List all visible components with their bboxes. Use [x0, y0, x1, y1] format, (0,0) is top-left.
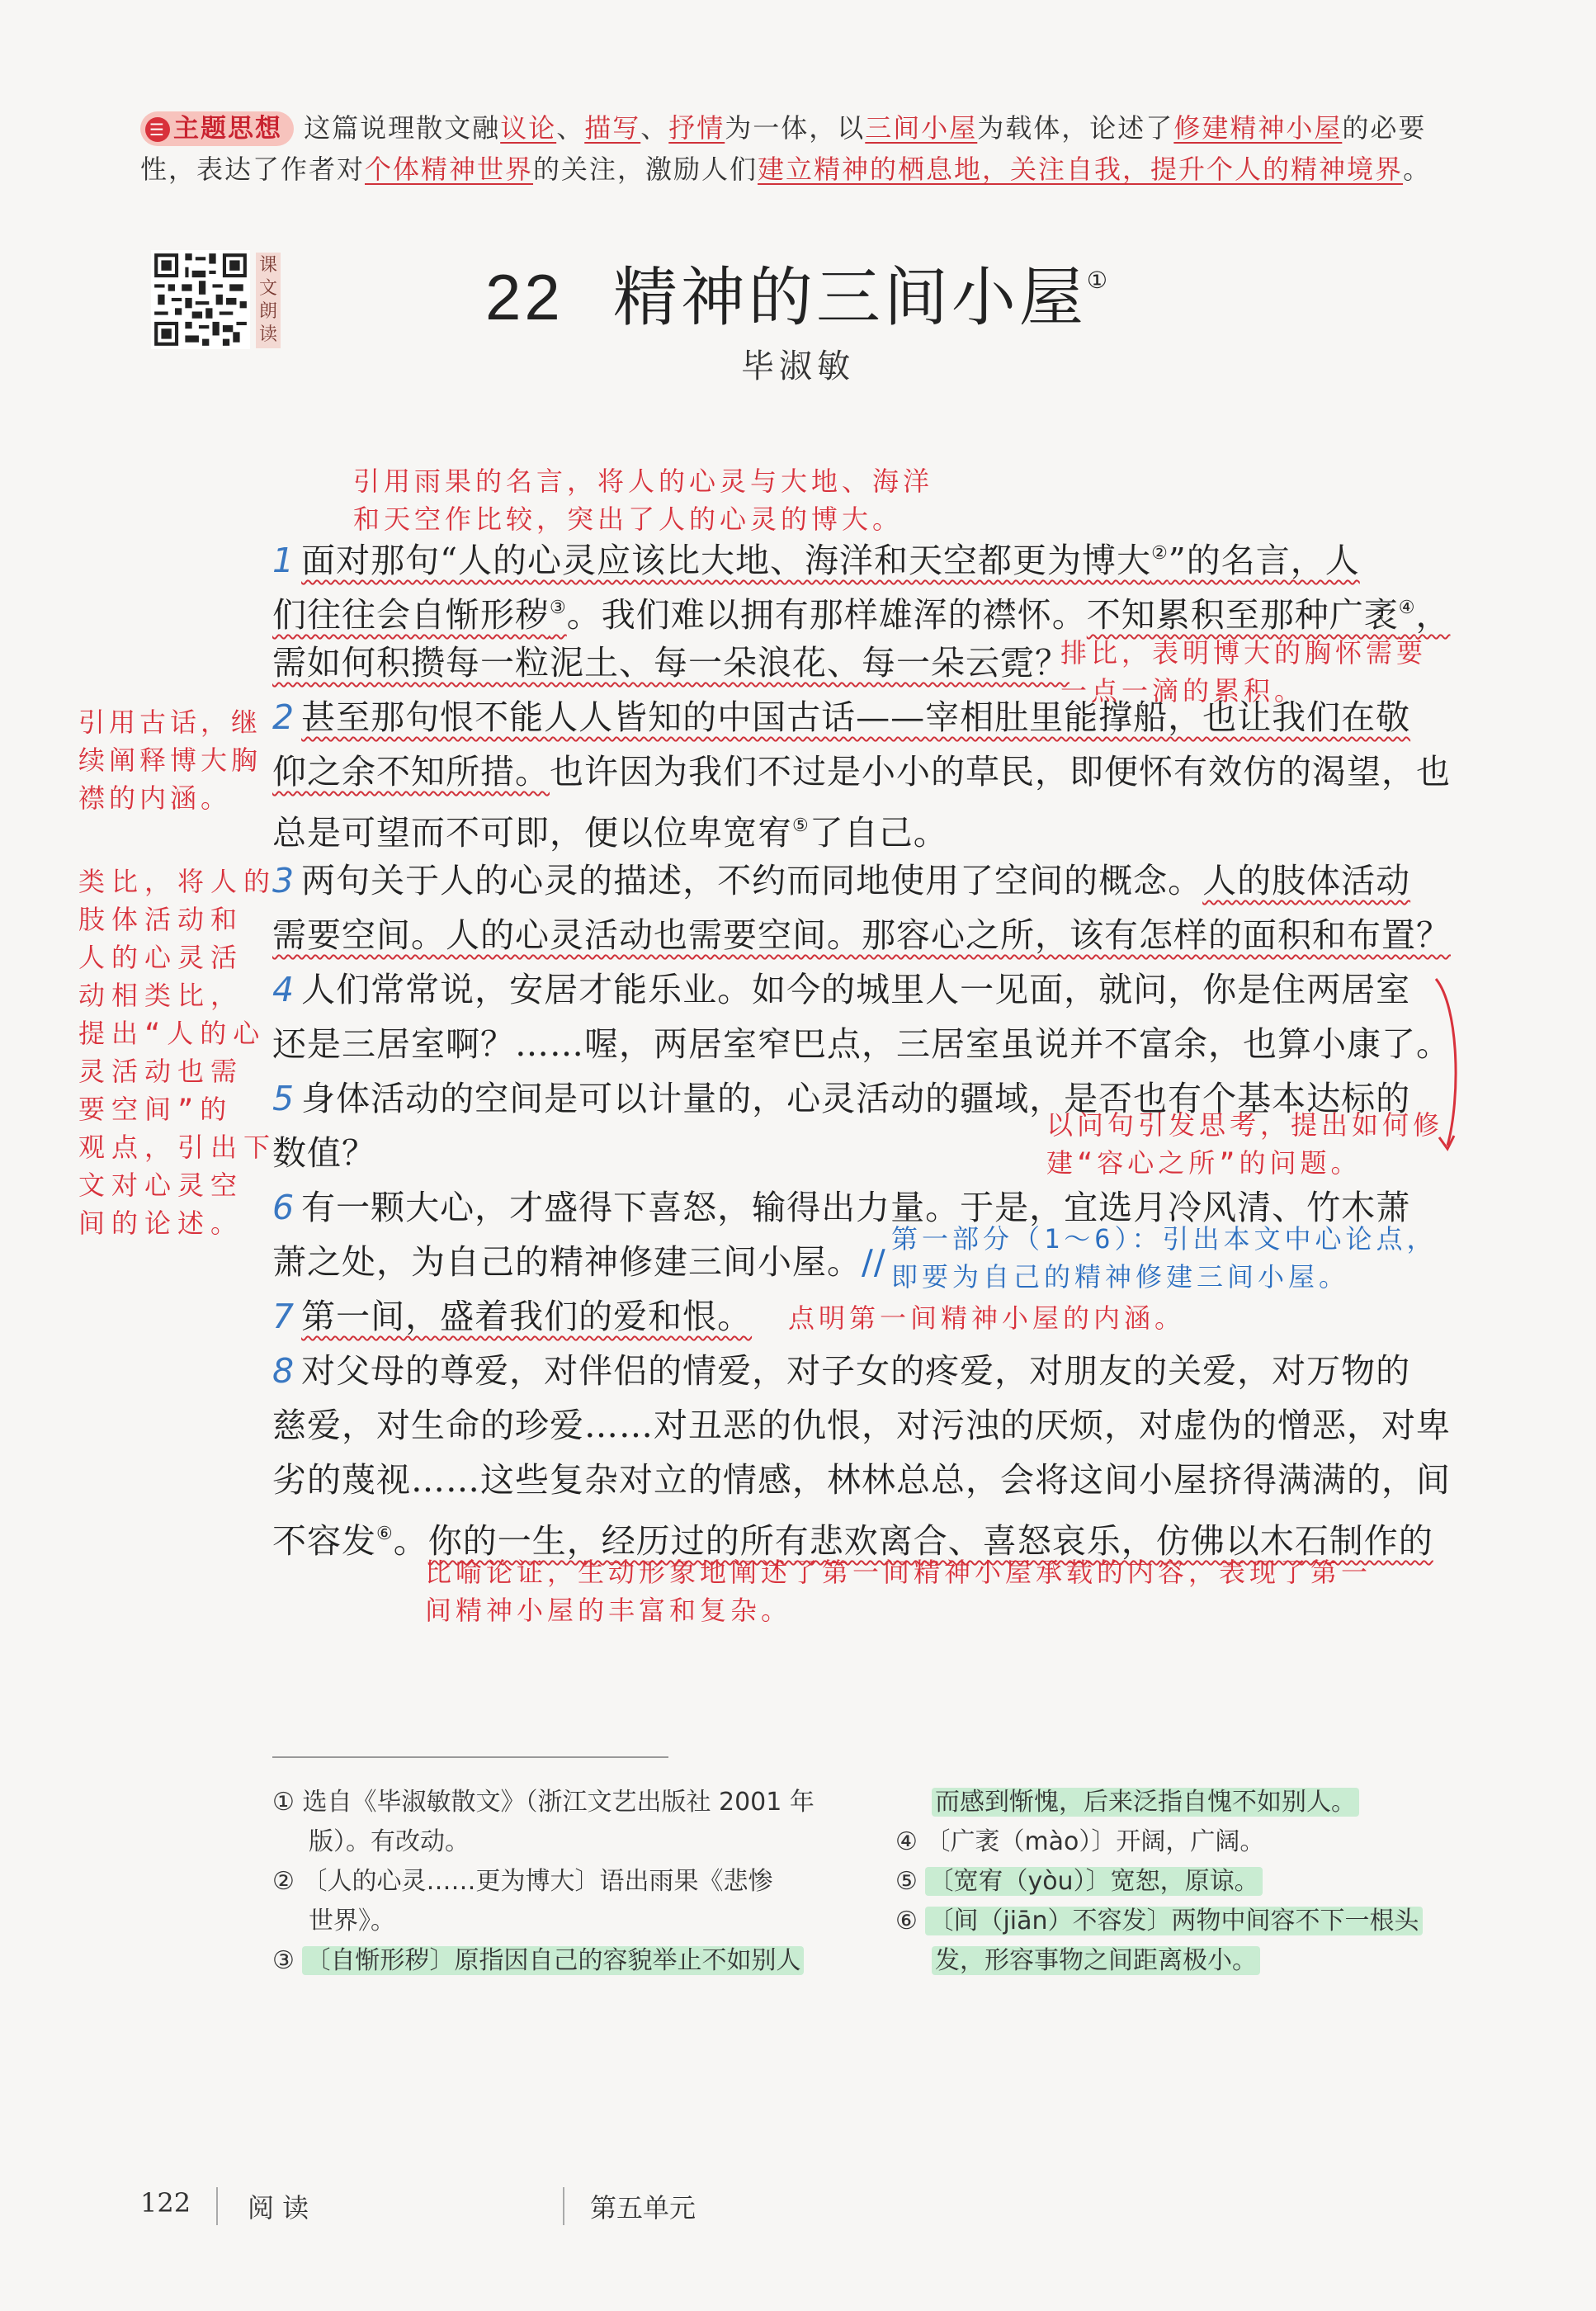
paragraph-number: 5 — [272, 1079, 295, 1118]
text: 总是可望而不可即，便以位卑宽宥 — [272, 813, 792, 853]
theme-keyword: 建立精神的栖息地，关注自我，提升个人的精神境界 — [758, 154, 1404, 185]
annotation-line: 间精神小屋的丰富和复杂。 — [425, 1595, 792, 1626]
text: 。我们难以拥有那样雄浑的襟怀。 — [566, 595, 1087, 635]
theme-keyword: 个体精神世界 — [365, 154, 534, 185]
theme-text: 为载体，论述了 — [977, 112, 1174, 144]
label-char: 读 — [258, 324, 277, 345]
paragraph-line — [272, 1126, 376, 1180]
annotation-line: 灵活动也需 — [78, 1056, 244, 1087]
label-char: 文 — [258, 278, 277, 299]
footnote-mark: ⑥ — [376, 1524, 394, 1544]
annotation-line: 一点一滴的累积。 — [1060, 675, 1306, 707]
footnote-number: ③ — [272, 1946, 295, 1975]
theme-text: 的必要性，表达了作者对 — [140, 112, 1427, 185]
text: 面对那句“人的心灵应该比大地、海洋和天空都更为博大 — [301, 541, 1152, 580]
text: 还是三居室啊？……喔，两居室窄巴点，三居室虽说并不富余，也算小康了。 — [272, 1024, 1451, 1064]
label-char: 课 — [258, 255, 277, 276]
annotation-line: 即要为自己的精神修建三间小屋。 — [891, 1261, 1350, 1293]
footnote-mark: ⑤ — [792, 815, 810, 836]
paragraph-number: 1 — [272, 541, 295, 580]
note-icon: ☰ — [145, 117, 170, 142]
text: 需如何积攒每一粒泥土、每一朵浪花、每一朵云霓？ — [272, 643, 1070, 683]
text: 需要空间。人的心灵活动也需要空间。那容心之所，该有怎样的面积和布置？ — [272, 915, 1451, 955]
paragraph-line — [272, 908, 1451, 962]
text: 仰之余不知所措。 — [272, 752, 550, 792]
footnote-number: ⑤ — [895, 1867, 918, 1896]
annotation-analogy — [78, 862, 276, 1242]
footnote-text: 〔广袤（mào）〕开阔，广阔。 — [925, 1827, 1265, 1856]
paragraph-number: 2 — [272, 697, 295, 737]
paragraph-line — [272, 962, 1410, 1017]
footnote-mark: ④ — [1398, 598, 1416, 618]
footnote-number: ④ — [895, 1827, 918, 1856]
footnote-6 — [895, 1902, 1490, 1981]
annotation-line: 引用古话，继 — [78, 707, 262, 738]
footnote-text: 世界》。 — [309, 1907, 395, 1935]
label-char: 朗 — [258, 301, 277, 322]
paragraph-number: 4 — [272, 970, 295, 1009]
theme-keyword: 修建精神小屋 — [1173, 112, 1343, 144]
footnote-5 — [895, 1862, 1473, 1902]
annotation-line: 排比，表明博大的胸怀需要 — [1060, 637, 1428, 669]
theme-keyword: 描写 — [584, 112, 641, 144]
lesson-title-text: 精神的三间小屋 — [612, 261, 1087, 335]
theme-badge — [140, 111, 294, 146]
text: 不知累积至那种广袤 — [1086, 595, 1399, 635]
footnote-3-continued — [895, 1783, 1473, 1822]
annotation-line: 以问句引发思考，提出如何修 — [1046, 1109, 1444, 1141]
footnote-text: 〔间（jiān）不容发〕两物中间容不下一根头 — [925, 1907, 1422, 1935]
paragraph-line — [272, 636, 1070, 690]
annotation-line: 观点，引出下 — [78, 1132, 277, 1163]
text: 劣的蔑视……这些复杂对立的情感，林林总总，会将这间小屋挤得满满的，间 — [272, 1460, 1451, 1500]
footnote-text: 发，形容事物之间距离极小。 — [932, 1946, 1260, 1975]
annotation-line: 肢体活动和 — [78, 904, 244, 935]
footnote-text: 版）。有改动。 — [309, 1827, 470, 1856]
footnote-mark: ③ — [550, 598, 567, 618]
annotation-line: 续阐释博大胸 — [78, 744, 262, 776]
footnote-1 — [272, 1783, 850, 1862]
footnote-4 — [895, 1822, 1473, 1862]
paragraph-line — [272, 1235, 886, 1289]
theme-text: 这篇说理散文融 — [304, 112, 501, 144]
paragraph-line — [272, 527, 1360, 588]
footnote-text: 〔自惭形秽〕原指因自己的容貌举止不如别人 — [302, 1946, 804, 1975]
theme-text: 。 — [1403, 154, 1432, 185]
paragraph-number: 8 — [272, 1351, 295, 1391]
annotation-line: 建“容心之所”的问题。 — [1046, 1147, 1362, 1179]
paragraph-line — [272, 1017, 1451, 1071]
footnote-text: 〔宽宥（yòu）〕宽恕，原谅。 — [925, 1867, 1262, 1896]
text: 慈爱，对生命的珍爱……对丑恶的仇恨，对污浊的厌烦，对虚伪的憎恶，对卑 — [272, 1406, 1451, 1445]
footer-section: 阅 读 — [248, 2192, 309, 2224]
annotation-line: 襟的内涵。 — [78, 782, 232, 814]
paragraph-line — [272, 744, 1451, 799]
footnote-2 — [272, 1862, 850, 1941]
annotation-question — [1046, 1106, 1443, 1182]
text: 你的一生，经历过的所有悲欢离合、喜怒哀乐，仿佛以木石制作的 — [427, 1521, 1433, 1561]
title-footnote-mark: ① — [1086, 267, 1111, 294]
annotation-first-room: 点明第一间精神小屋的内涵。 — [788, 1302, 1186, 1334]
footnote-number: ① — [272, 1788, 295, 1817]
theme-text: 的关注，激励人们 — [533, 154, 758, 185]
text: 两句关于人的心灵的描述，不约而同地使用了空间的概念。 — [301, 861, 1203, 900]
text: 甚至那句恨不能人人皆知的中国古话——宰相肚里能撑船，也让我们在敬 — [301, 697, 1411, 737]
annotation-proverb — [78, 703, 262, 817]
text: 对父母的尊爱，对伴侣的情爱，对子女的疼爱，对朋友的关爱，对万物的 — [301, 1351, 1411, 1391]
footer-unit: 第五单元 — [590, 2192, 696, 2224]
page-number: 122 — [140, 2187, 191, 2219]
theme-text: 、 — [556, 112, 585, 144]
footnote-text: 选自《毕淑敏散文》（浙江文艺出版社 2001 年 — [302, 1788, 815, 1817]
footnote-text: 而感到惭愧，后来泛指自愧不如别人。 — [932, 1788, 1359, 1817]
theme-keyword: 三间小屋 — [865, 112, 978, 144]
paragraph-line — [272, 1453, 1451, 1507]
footnote-number: ⑥ — [895, 1907, 918, 1935]
text: 不容发 — [272, 1521, 376, 1561]
paragraph-line — [272, 690, 1410, 744]
annotation-line: 提出“人的心 — [78, 1018, 267, 1049]
text: 人的肢体活动 — [1202, 861, 1411, 900]
annotation-line: 文对心灵空 — [78, 1170, 244, 1201]
annotation-line: 和天空作比较，突出了人的心灵的博大。 — [353, 503, 904, 535]
text: 有一颗大心，才盛得下喜怒，输得出力量。于是，宜选月冷风清、竹木萧 — [301, 1188, 1411, 1227]
theme-keyword: 抒情 — [668, 112, 725, 144]
text: 萧之处，为自己的精神修建三间小屋。 — [272, 1242, 862, 1282]
paragraph-line — [272, 1398, 1451, 1453]
text: 数值？ — [272, 1133, 376, 1173]
section-break-mark: // — [862, 1242, 886, 1282]
text: 了自己。 — [809, 813, 948, 853]
annotation-line: 动相类比， — [78, 980, 244, 1011]
annotation-line: 类比，将人的 — [78, 866, 277, 897]
text: ， — [1415, 595, 1451, 635]
theme-badge-label: 主题思想 — [173, 114, 282, 144]
annotation-metaphor — [425, 1553, 1372, 1629]
footnote-divider — [272, 1756, 668, 1758]
paragraph-number: 3 — [272, 861, 295, 900]
text: 们往往会自惭形秽 — [272, 595, 550, 635]
author: 毕淑敏 — [741, 347, 855, 385]
paragraph-line — [272, 1289, 752, 1344]
text: ”的名言，人 — [1168, 541, 1360, 580]
footer-divider — [216, 2187, 218, 2225]
theme-summary — [140, 107, 1461, 190]
text: 也许因为我们不过是小小的草民，即便怀有效仿的渴望，也 — [550, 752, 1451, 792]
footnote-number: ② — [272, 1867, 295, 1896]
paragraph-line — [272, 1344, 1410, 1398]
footnote-3 — [272, 1941, 866, 1981]
text: 身体活动的空间是可以计量的，心灵活动的疆域，是否也有个基本达标的 — [301, 1079, 1411, 1118]
footnote-text: 〔人的心灵……更为博大〕语出雨果《悲惨 — [302, 1867, 773, 1896]
annotation-line: 间的论述。 — [78, 1207, 244, 1239]
lesson-title — [0, 246, 1596, 338]
footer-divider — [563, 2187, 564, 2225]
paragraph-number: 7 — [272, 1297, 295, 1336]
lesson-number: 22 — [485, 261, 564, 333]
theme-text: 、 — [640, 112, 669, 144]
theme-keyword: 议论 — [500, 112, 557, 144]
text: 。 — [393, 1521, 428, 1561]
annotation-section-summary — [891, 1220, 1438, 1296]
annotation-line: 人的心灵活 — [78, 942, 244, 973]
footnote-mark: ② — [1151, 543, 1169, 564]
annotation-line: 要空间”的 — [78, 1094, 234, 1125]
paragraph-line — [272, 799, 948, 860]
paragraph-line — [272, 581, 1450, 642]
text: 人们常常说，安居才能乐业。如今的城里人一见面，就问，你是住两居室 — [301, 970, 1411, 1009]
text: 第一间，盛着我们的爱和恨。 — [301, 1297, 753, 1336]
paragraph-number: 6 — [272, 1188, 295, 1227]
annotation-line: 引用雨果的名言，将人的心灵与大地、海洋 — [353, 466, 934, 497]
paragraph-line — [272, 853, 1410, 908]
annotation-line: 比喻论证，生动形象地阐述了第一间精神小屋承载的内容，表现了第一 — [425, 1557, 1372, 1588]
theme-text: 为一体，以 — [725, 112, 866, 144]
annotation-line: 第一部分（1～6）：引出本文中心论点， — [891, 1223, 1438, 1255]
